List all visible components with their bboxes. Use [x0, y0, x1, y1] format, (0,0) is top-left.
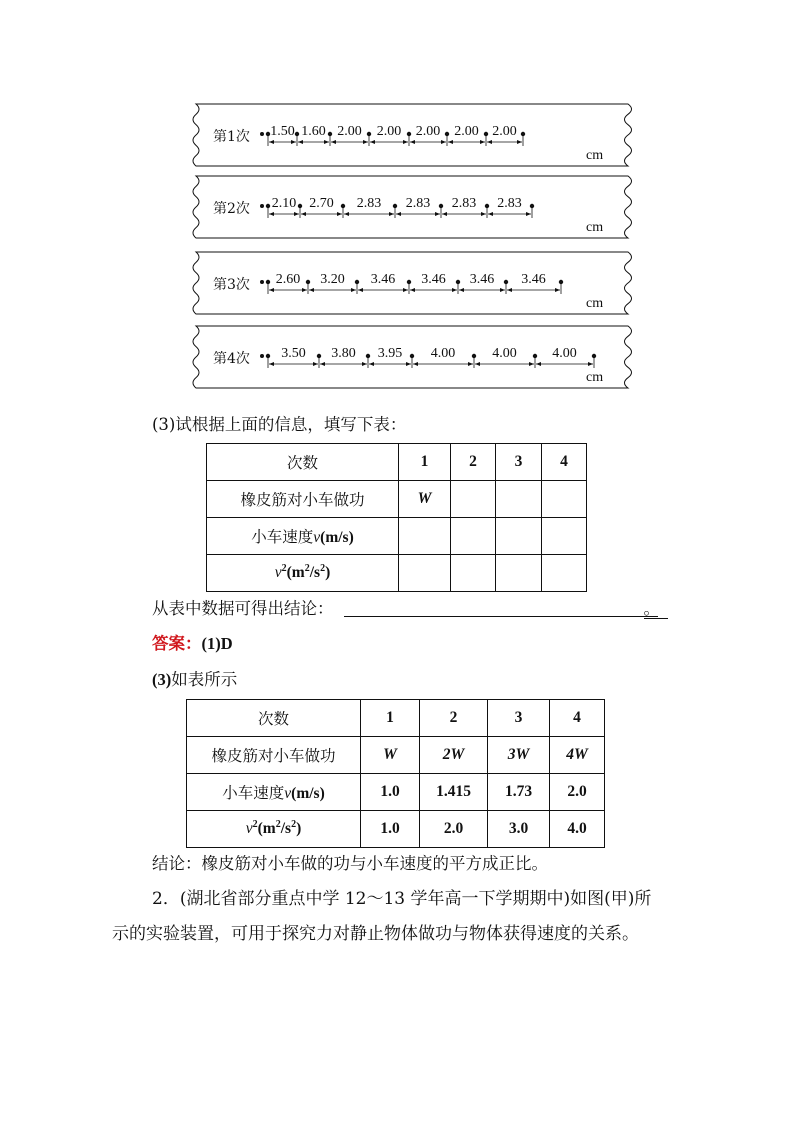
header-cell: 1	[399, 444, 451, 481]
segment-length: 3.50	[281, 346, 306, 361]
table-cell: 3.0	[488, 811, 550, 848]
answer-blank	[344, 602, 658, 617]
tape-label: 第1次	[213, 129, 250, 145]
segment-length: 3.46	[421, 272, 446, 287]
table-cell: 1.73	[488, 774, 550, 811]
tape-label: 第2次	[213, 201, 250, 217]
segment-length: 2.83	[451, 196, 477, 211]
table-cell	[451, 481, 496, 518]
header-cell: 4	[542, 444, 587, 481]
table-cell	[496, 555, 542, 592]
header-cell: 次数	[187, 700, 361, 737]
segment-length: 3.80	[331, 346, 356, 361]
row-label-speed: 小车速度v(m/s)	[187, 774, 361, 811]
unit-label: cm	[586, 296, 604, 311]
segment-length: 4.00	[552, 346, 577, 361]
table-cell: W	[361, 737, 420, 774]
table-cell: 4.0	[550, 811, 605, 848]
segment-length: 2.10	[271, 196, 297, 211]
header-cell: 1	[361, 700, 420, 737]
answer-part-3: (3)如表所示	[152, 670, 238, 689]
header-cell: 4	[550, 700, 605, 737]
segment-length: 2.00	[492, 124, 517, 139]
segment-length: 2.70	[309, 196, 334, 211]
problem-2-line-1: 2．(湖北省部分重点中学 12～13 学年高一下学期期中)如图(甲)所	[152, 889, 652, 909]
segment-length: 4.00	[492, 346, 517, 361]
table-cell: 4W	[550, 737, 605, 774]
table-cell: 2.0	[420, 811, 488, 848]
segment-length: 3.20	[320, 272, 345, 287]
table-cell	[496, 481, 542, 518]
segment-length: 2.00	[454, 124, 479, 139]
segment-length: 2.60	[275, 272, 301, 287]
segment-length: 2.00	[376, 124, 402, 139]
table-cell	[399, 518, 451, 555]
tape-label: 第4次	[213, 351, 250, 367]
row-label-v2: $v^2(m^2/s^2)$	[207, 555, 399, 592]
conclusion-answer: 结论：橡皮筋对小车做的功与小车速度的平方成正比。	[152, 854, 548, 873]
tape-dot	[260, 204, 264, 208]
segment-length: 3.95	[377, 346, 403, 361]
header-cell: 次数	[207, 444, 399, 481]
tape-dot	[260, 280, 264, 284]
table-cell	[542, 481, 587, 518]
row-label-v2: $v^2(m^2/s^2)$	[187, 811, 361, 848]
segment-length: 3.46	[469, 272, 495, 287]
question-3: (3)试根据上面的信息，填写下表：	[152, 415, 407, 434]
table-cell: 1.415	[420, 774, 488, 811]
tape-diagrams	[0, 0, 794, 400]
unit-label: cm	[586, 370, 604, 385]
table-cell	[451, 518, 496, 555]
table-cell	[451, 555, 496, 592]
tape-dot	[260, 132, 264, 136]
table-cell: 2W	[420, 737, 488, 774]
row-label-speed: 小车速度v(m/s)	[207, 518, 399, 555]
tape-dot	[260, 354, 264, 358]
answer-line: 答案：(1)D	[152, 634, 233, 653]
conclusion-prompt: 从表中数据可得出结论： 。	[152, 595, 668, 619]
segment-length: 2.83	[405, 196, 431, 211]
table-cell	[542, 518, 587, 555]
table-cell	[542, 555, 587, 592]
segment-length: 2.00	[415, 124, 441, 139]
header-cell: 3	[496, 444, 542, 481]
unit-label: cm	[586, 220, 604, 235]
table-cell	[399, 555, 451, 592]
answer-table	[186, 699, 605, 848]
table-cell: W	[399, 481, 451, 518]
table-cell: 3W	[488, 737, 550, 774]
answer-label: 答案：	[152, 634, 202, 653]
unit-label: cm	[586, 148, 604, 163]
header-cell: 2	[451, 444, 496, 481]
table-cell	[496, 518, 542, 555]
paper-tape	[193, 252, 632, 314]
segment-length: 1.50	[270, 124, 295, 139]
table-cell: 1.0	[361, 774, 420, 811]
problem-2-line-2: 示的实验装置，可用于探究力对静止物体做功与物体获得速度的关系。	[112, 924, 639, 944]
tape-label: 第3次	[213, 277, 250, 293]
segment-length: 1.60	[301, 124, 326, 139]
segment-length: 2.83	[497, 196, 522, 211]
blank-table	[206, 443, 587, 592]
row-label-work: 橡皮筋对小车做功	[207, 481, 399, 518]
header-cell: 2	[420, 700, 488, 737]
table-cell: 1.0	[361, 811, 420, 848]
segment-length: 2.83	[356, 196, 382, 211]
header-cell: 3	[488, 700, 550, 737]
paper-tape	[193, 104, 632, 166]
segment-length: 4.00	[430, 346, 456, 361]
segment-length: 3.46	[370, 272, 396, 287]
table-cell: 2.0	[550, 774, 605, 811]
segment-length: 3.46	[521, 272, 546, 287]
row-label-work: 橡皮筋对小车做功	[187, 737, 361, 774]
segment-length: 2.00	[337, 124, 362, 139]
